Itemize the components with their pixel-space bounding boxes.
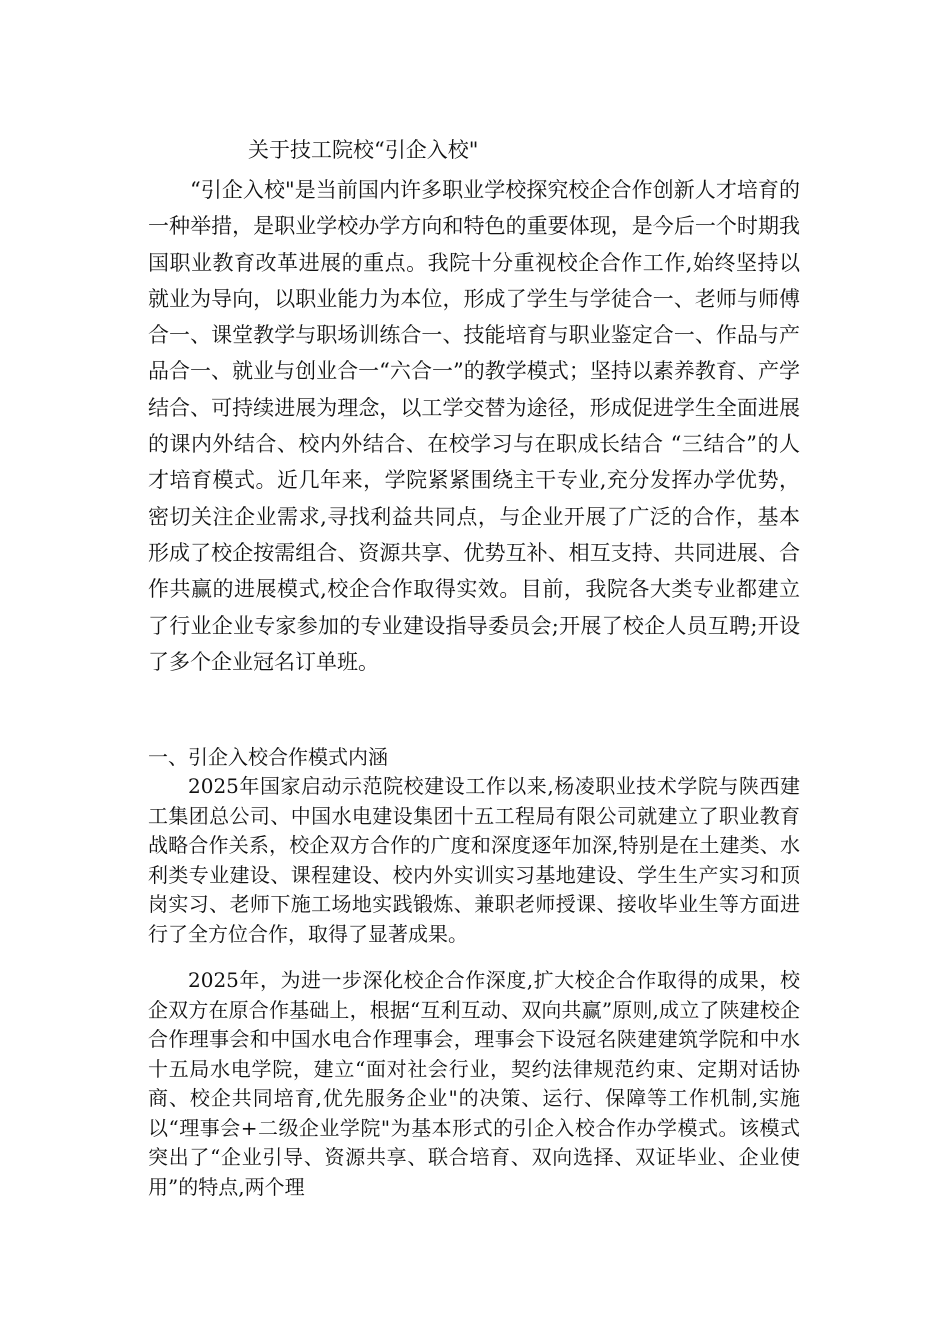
intro-paragraph: “引企入校"是当前国内许多职业学校探究校企合作创新人才培育的一种举措，是职业学校办学方向和特色的重要体现，是今后一个时期我国职业教育改革进展的重点。我院十分重视校企合作工作,始终坚持以就业为导向，以职业能力为本位，形成了学生与学徒合一、老师与师傅合一、课堂教学与职场训练合一、技能培育与职业鉴定合一、作品与产品合一、就业与创业合一“六合一”的教学模式；坚持以素养教育、产学结合、可持续进展为理念，以工学交替为途径，形成促进学生全面进展的课内外结合、校内外结合、在校学习与在职成长结合 “三结合”的人才培育模式。近几年来，学院紧紧围绕主干专业,充分发挥办学优势，密切关注企业需求,寻找利益共同点，与企业开展了广泛的合作，基本形成了校企按需组合、资源共享、优势互补、相互支持、共同进展、合作共赢的进展模式,校企合作取得实效。目前，我院各大类专业都建立了行业企业专家参加的专业建设指导委员会;开展了校企人员互聘;开设了多个企业冠名订单班。 [148, 178, 800, 674]
document-title: 关于技工院校“引企入校" [248, 138, 479, 162]
body-paragraph-2: 2025年，为进一步深化校企合作深度,扩大校企合作取得的成果，校企双方在原合作基础上，根据“互利互动、双向共赢”原则,成立了陕建校企合作理事会和中国水电合作理事会，理事会下设冠名陕建建筑学院和中水十五局水电学院，建立“面对社会行业，契约法律规范约束、定期对话协商、校企共同培育,优先服务企业"的决策、运行、保障等工作机制,实施以“理事会+二级企业学院"为基本形式的引企入校合作办学模式。该模式突出了“企业引导、资源共享、联合培育、双向选择、双证毕业、企业使用”的特点,两个理 [148, 968, 800, 1199]
section-heading: 一、引企入校合作模式内涵 [148, 745, 388, 769]
body-paragraph-1: 2025年国家启动示范院校建设工作以来,杨凌职业技术学院与陕西建工集团总公司、中国水电建设集团十五工程局有限公司就建立了职业教育战略合作关系，校企双方合作的广度和深度逐年加深,特别是在土建类、水利类专业建设、课程建设、校内外实训实习基地建设、学生生产实习和顶岗实习、老师下施工场地实践锻炼、兼职老师授课、接收毕业生等方面进行了全方位合作，取得了显著成果。 [148, 774, 800, 946]
